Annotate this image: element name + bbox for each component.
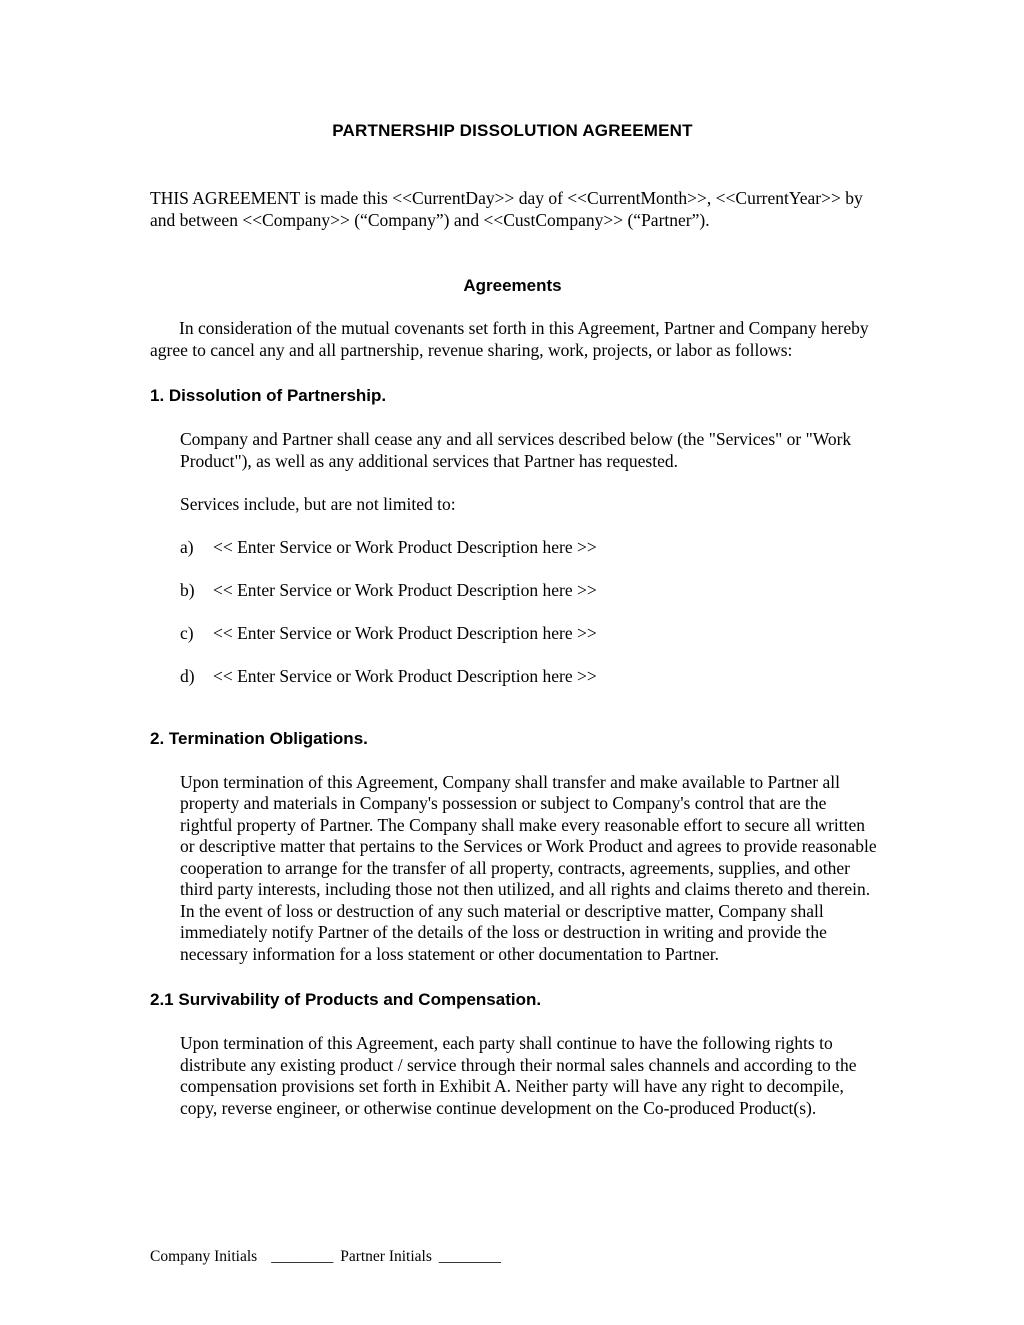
service-list [180, 537, 875, 688]
service-item-d-text: << Enter Service or Work Product Description here >> [213, 666, 597, 686]
service-item-b-text: << Enter Service or Work Product Description here >> [213, 580, 597, 600]
section-1-heading: 1. Dissolution of Partnership. [150, 386, 387, 405]
section-2-1-heading: 2.1 Survivability of Products and Compensation. [150, 990, 542, 1009]
section-2-paragraph: Upon termination of this Agreement, Company shall transfer and make available to Partner all property and materials in Company's possession or subject to Company's control that are the rightful property of Partner. The Company shall make every reasonable effort to secure all written or descriptive matter that pertains to the Services or Work Product and agrees to provide reasonable cooperation to arrange for the transfer of all property, contracts, agreements, supplies, and other third party interests, including those not then utilized, and all rights and claims thereto and therein. In the event of loss or destruction of any such material or descriptive matter, Company shall immediately notify Partner of the details of the loss or destruction in writing and provide the necessary information for a loss statement or other documentation to Partner. [180, 771, 877, 964]
section-2-heading: 2. Termination Obligations. [150, 728, 368, 748]
service-item-b [180, 580, 875, 602]
agreements-intro-paragraph: In consideration of the mutual covenants set forth in this Agreement, Partner and Company hereby agree to cancel any and all partnership, revenue sharing, work, projects, or labor as follows: [150, 318, 869, 360]
service-item-c-marker: c) [180, 623, 194, 643]
company-initials-label: Company Initials [150, 1248, 258, 1265]
partner-initials-label: Partner Initials [340, 1248, 432, 1265]
service-item-a [180, 537, 875, 559]
section-1-paragraph-2: Services include, but are not limited to: [180, 494, 456, 514]
service-item-a-text: << Enter Service or Work Product Description here >> [213, 537, 597, 557]
service-item-b-marker: b) [180, 580, 195, 600]
section-1-paragraph-1: Company and Partner shall cease any and all services described below (the "Services" or "Work Product"), as well as any additional services that Partner has requested. [180, 429, 852, 471]
section-2-1-paragraph: Upon termination of this Agreement, each party shall continue to have the following rights to distribute any existing product / service through their normal sales channels and according to the compensation provisions set forth in Exhibit A. Neither party will have any right to decompile, copy, reverse engineer, or otherwise continue development on the Co-produced Product(s). [180, 1033, 857, 1118]
document-title: PARTNERSHIP DISSOLUTION AGREEMENT [332, 121, 693, 140]
intro-paragraph: THIS AGREEMENT is made this <<CurrentDay>> day of <<CurrentMonth>>, <<CurrentYear>> by and between <<Company>> (“Company”) and <<CustCompany>> (“Partner”). [150, 188, 863, 230]
service-item-c-text: << Enter Service or Work Product Description here >> [213, 623, 597, 643]
service-item-a-marker: a) [180, 537, 194, 557]
company-initials-line: ________ [271, 1248, 334, 1265]
service-item-c [180, 623, 875, 645]
partner-initials-line: ________ [438, 1248, 501, 1265]
service-item-d-marker: d) [180, 666, 195, 686]
service-item-d [180, 666, 875, 688]
agreements-heading: Agreements [463, 276, 562, 295]
initials-footer [150, 1247, 501, 1266]
